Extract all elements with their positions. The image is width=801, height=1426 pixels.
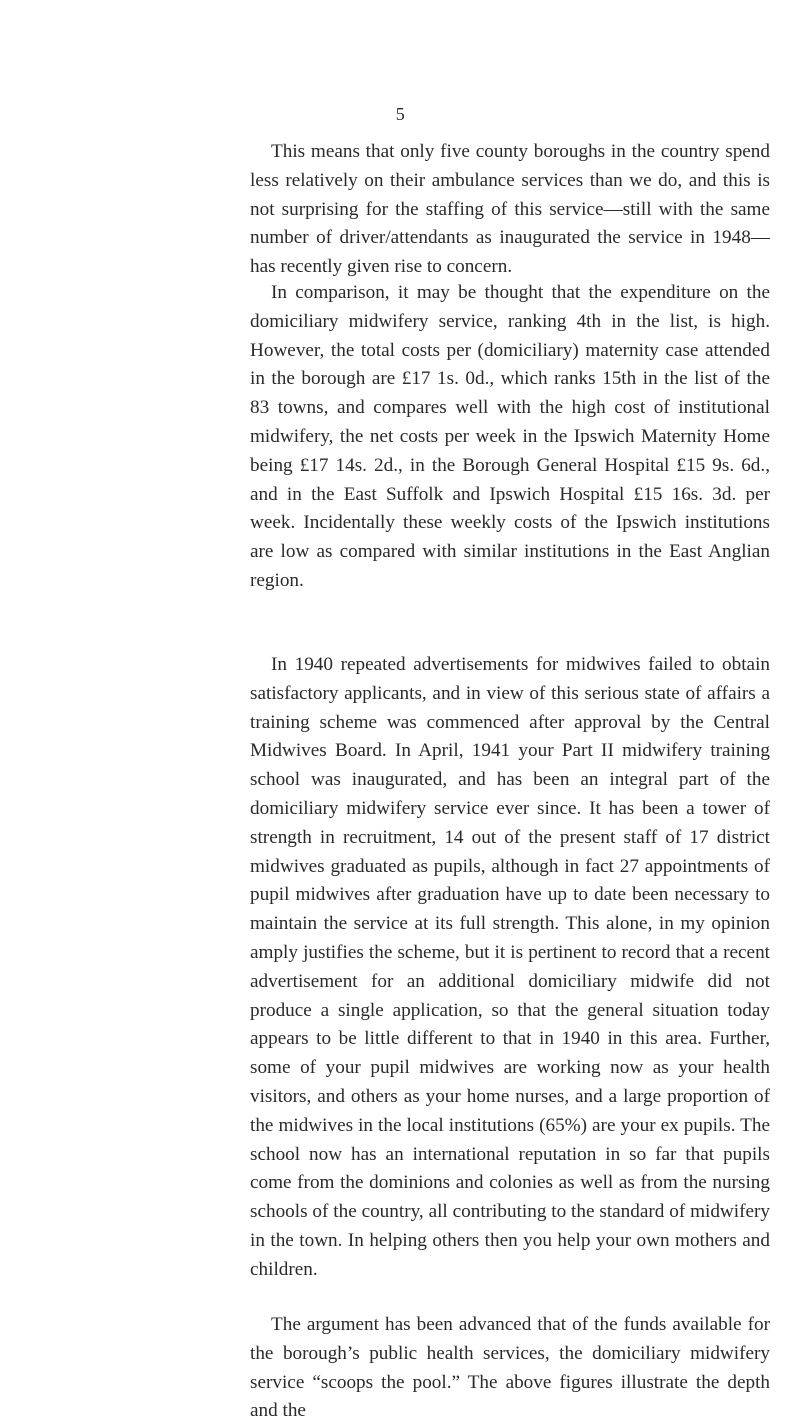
paragraph-funds-argument: The argument has been advanced that of the funds available for the borough’s public health services, the domiciliary midwifery service “scoops the pool.” The above figures illustrate the depth and the (250, 1314, 770, 1422)
paragraph-midwifery-costs: In comparison, it may be thought that the expenditure on the domiciliary midwifery service, ranking 4th in the list, is high. However, the total costs per (domiciliary) maternity case attended in the borough are £17 1s. 0d., which ranks 15th in the list of the 83 towns, and compares well with the high cost of institutional midwifery, the net costs per week in the Ipswich Maternity Home being £17 14s. 2d., in the Borough General Hospital £15 9s. 6d., and in the East Suffolk and Ipswich Hospital £15 16s. 3d. per week. Incidentally these weekly costs of the Ipswich institutions are low as compared with similar institutions in the East Anglian region. (250, 282, 770, 591)
paragraph-training-school: In 1940 repeated advertisements for midwives failed to obtain satisfactory applicants, and in view of this serious state of affairs a training scheme was commenced after approval by the Central Midwives Board. In April, 1941 your Part II midwifery training school was inaugurated, and has been an integral part of the domiciliary midwifery service ever since. It has been a tower of strength in recruitment, 14 out of the present staff of 17 district midwives graduated as pupils, although in fact 27 appointments of pupil midwives after graduation have up to date been necessary to maintain the service at its full strength. This alone, in my opinion amply justifies the scheme, but it is pertinent to record that a recent advertisement for an additional domiciliary midwife did not produce a single application, so that the general situation today appears to be little different to that in 1940 in this area. Further, some of your pupil midwives are working now as your health visitors, and others as your home nurses, and a large proportion of the midwives in the local institutions (65%) are your ex pupils. The school now has an international reputation in so far that pupils come from the dominions and colonies as well as from the nursing schools of the country, all contributing to the standard of midwifery in the town. In helping others then you help your own mothers and children. (250, 654, 770, 1280)
page-number: 5 (395, 104, 406, 124)
paragraph-ambulance-services: This means that only five county boroughs in the country spend less relatively on their ambulance services than we do, and this is not surprising for the staffing of this service—still with the same number of driver/attendants as inaugurated the service in 1948—has recently given rise to concern. (250, 141, 770, 278)
